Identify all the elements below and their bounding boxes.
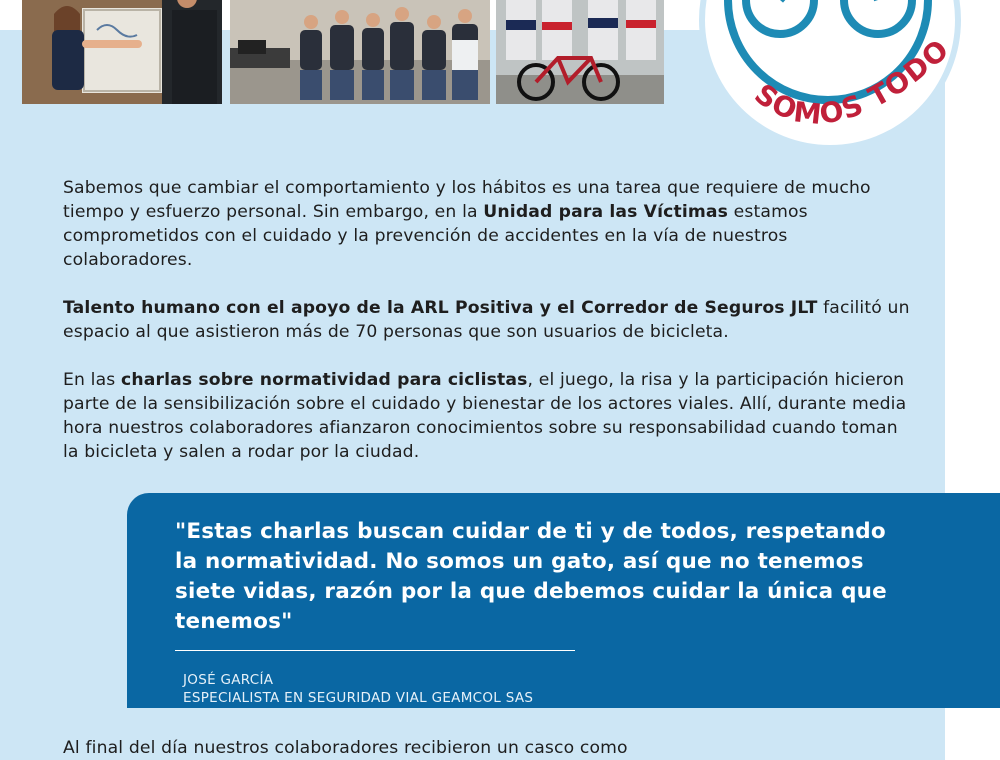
paragraph-intro: Sabemos que cambiar el comportamiento y los hábitos es una tarea que requiere de mucho tiempo y esfuerzo personal. Sin embargo, en la Unidad para las Víctimas estamos comprometidos con el cuidado y la prevención de accidentes en la vía de nuestros colaboradores. (63, 178, 871, 270)
quote-author-name: JOSÉ GARCÍA (183, 672, 274, 688)
quote-text: "Estas charlas buscan cuidar de ti y de todos, respetando la normatividad. No somos un gato, así que no tenemos siete vidas, razón por la que debemos cuidar la única que tenemos" (175, 519, 887, 634)
logo-tagline: SOMOS TODO (748, 32, 956, 132)
quote-divider (175, 650, 575, 651)
somos-todos-logo (680, 0, 980, 170)
quote-author (183, 671, 533, 707)
photo-presentation (22, 0, 222, 104)
photo-cyclists (496, 0, 664, 104)
paragraph-talento: Talento humano con el apoyo de la ARL Positiva y el Corredor de Seguros JLT facilitó un espacio al que asistieron más de 70 personas que son usuarios de bicicleta. (63, 298, 910, 342)
paragraph-charlas: En las charlas sobre normatividad para ciclistas, el juego, la risa y la participación hicieron parte de la sensibilización sobre el cuidado y bienestar de los actores viales. Allí, durante media hora nuestros colaboradores afianzaron conocimientos sobre su responsabilidad cuando toman la bicicleta y salen a rodar por la ciudad. (63, 370, 907, 462)
paragraph-closing: Al final del día nuestros colaboradores recibieron un casco como (63, 738, 628, 758)
quote-author-role: ESPECIALISTA EN SEGURIDAD VIAL GEAMCOL SAS (183, 690, 534, 706)
quote-box (127, 493, 1000, 708)
photo-audience (230, 0, 490, 104)
article-body (63, 176, 913, 488)
